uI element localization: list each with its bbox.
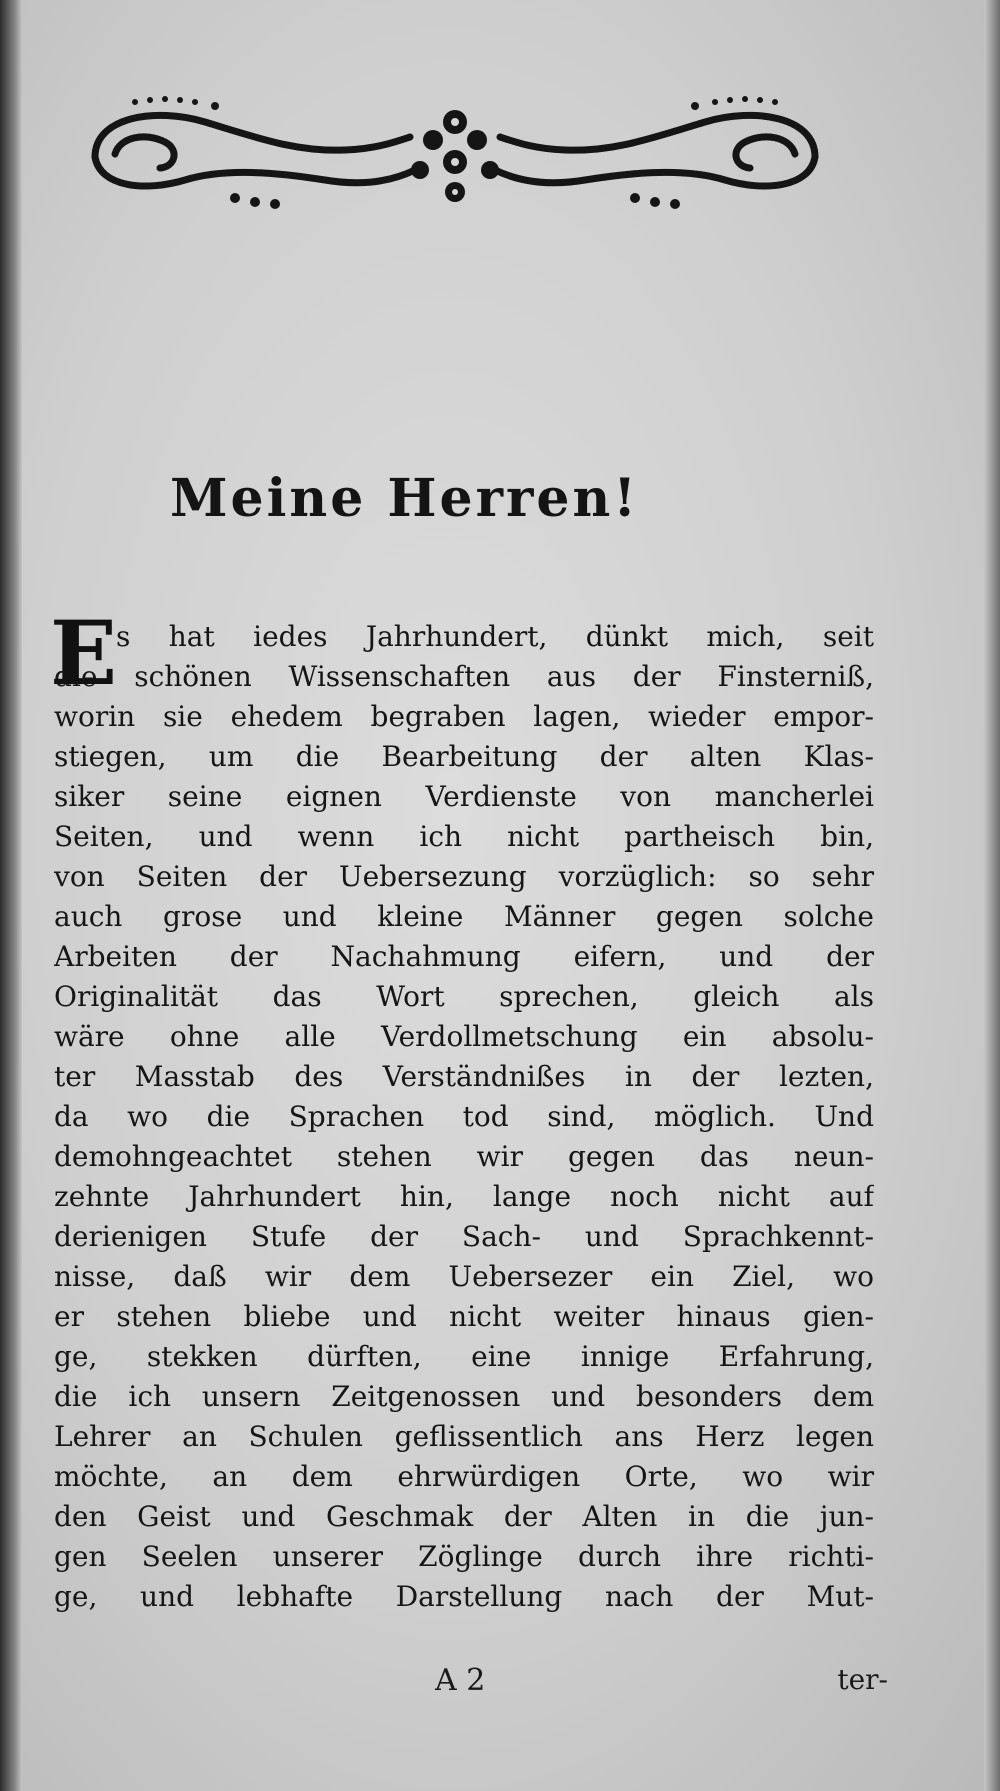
text-line: ge, stekken dürften, eine innige Erfahrung, [54,1340,874,1373]
text-line: von Seiten der Uebersezung vorzüglich: so sehr [54,860,874,893]
text-line: er stehen bliebe und nicht weiter hinaus gien- [54,1300,874,1333]
text-line: gen Seelen unserer Zöglinge durch ihre richti- [54,1540,874,1573]
text-line: den Geist und Geschmak der Alten in die jun- [54,1500,874,1533]
text-line: zehnte Jahrhundert hin, lange noch nicht auf [54,1180,874,1213]
text-line: siker seine eignen Verdienste von mancherlei [54,780,874,813]
text-line: Arbeiten der Nachahmung eifern, und der [54,940,874,973]
text-line: die schönen Wissenschaften aus der Finsterniß, [54,660,874,693]
text-line: die ich unsern Zeitgenossen und besonders dem [54,1380,874,1413]
drop-cap: E [50,601,118,705]
text-line: möchte, an dem ehrwürdigen Orte, wo wir [54,1460,874,1493]
text-line: Lehrer an Schulen geflissentlich ans Herz legen [54,1420,874,1453]
text-line: ge, und lebhafte Darstellung nach der Mut- [54,1580,874,1613]
text-line: derienigen Stufe der Sach- und Sprachkennt- [54,1220,874,1253]
text-line: da wo die Sprachen tod sind, möglich. Und [54,1100,874,1133]
text-line: wäre ohne alle Verdollmetschung ein absolu- [54,1020,874,1053]
signature-mark: A 2 [435,1663,486,1698]
floral-scroll-ornament-icon [75,92,835,212]
text-line: nisse, daß wir dem Uebersezer ein Ziel, wo [54,1260,874,1293]
text-line: demohngeachtet stehen wir gegen das neun- [54,1140,874,1173]
catchword: ter- [837,1663,888,1696]
text-line: s hat iedes Jahrhundert, dünkt mich, seit [116,620,874,653]
text-line: worin sie ehedem begraben lagen, wieder empor- [54,700,874,733]
body-text [50,601,874,1617]
text-line: Seiten, und wenn ich nicht partheisch bin, [54,820,874,853]
text-line: stiegen, um die Bearbeitung der alten Klas- [54,740,874,773]
text-line: ter Masstab des Verständnißes in der lezten, [54,1060,874,1093]
page-heading: Meine Herren! [170,468,640,529]
text-line: Originalität das Wort sprechen, gleich als [54,980,874,1013]
page-binding-shadow [0,0,22,1791]
text-line: auch grose und kleine Männer gegen solche [54,900,874,933]
page-edge [984,0,1000,1791]
